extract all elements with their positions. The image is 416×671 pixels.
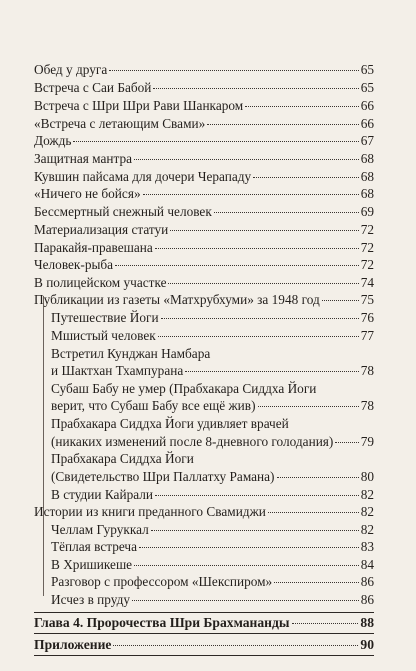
chapter-rule-bottom [34, 655, 374, 656]
toc-subentry[interactable] [51, 539, 374, 555]
toc-entry-title: Встретил Кунджан Намбара [51, 346, 211, 361]
toc-subentry[interactable] [51, 487, 374, 503]
toc-entry-page: 72 [360, 222, 374, 237]
toc-entry-title: Мшистый человек [51, 328, 156, 343]
toc-entry-page: 82 [360, 487, 374, 502]
toc-entry[interactable] [34, 204, 374, 220]
dot-leader [277, 477, 359, 478]
dot-leader [132, 600, 359, 601]
toc-subentry[interactable] [51, 592, 374, 608]
dot-leader [274, 582, 359, 583]
toc-entry-title: Прабхакара Сиддха Йоги удивляет врачей [51, 416, 289, 431]
toc-chapter[interactable] [34, 615, 374, 631]
toc-entry-page: 68 [360, 169, 374, 184]
toc-entry-title: Путешествие Йоги [51, 310, 159, 325]
toc-entry[interactable] [34, 169, 374, 185]
toc-entry-title: Истории из книги преданного Свамиджи [34, 504, 266, 519]
dot-leader [161, 318, 359, 319]
dot-leader [258, 406, 359, 407]
toc-entry-page: 77 [360, 328, 374, 343]
toc-entry-title: Публикации из газеты «Матхрубхуми» за 1948 год [34, 292, 320, 307]
toc-entry-title: Человек-рыба [34, 257, 114, 272]
toc-entry-title: Материализация статуи [34, 222, 169, 237]
dot-leader [113, 645, 358, 646]
dot-leader [155, 495, 359, 496]
dot-leader [158, 336, 359, 337]
toc-entry-title: Обед у друга [34, 62, 108, 77]
toc-entry-page: 74 [360, 275, 374, 290]
toc-entry-title: Дождь [34, 133, 72, 148]
toc-subentry[interactable] [51, 469, 374, 485]
toc-entry-title: (никаких изменений после 8-дневного голодания) [51, 434, 334, 449]
toc-entry-page: 72 [360, 257, 374, 272]
toc-entry[interactable] [34, 504, 374, 520]
toc-entry[interactable] [34, 80, 374, 96]
toc-entry-page: 90 [360, 637, 374, 652]
toc-entry-title: Паракайя-правешана [34, 240, 153, 255]
toc-entry[interactable] [34, 151, 374, 167]
toc-entry[interactable] [34, 240, 374, 256]
toc-entry-page: 65 [360, 80, 374, 95]
toc-entry-page: 69 [360, 204, 374, 219]
toc-entry-title: Кувшин пайсама для дочери Черападу [34, 169, 252, 184]
toc-subentry[interactable] [51, 363, 374, 379]
dot-leader [292, 623, 359, 624]
toc-entry-title: Субаш Бабу не умер (Прабхакара Сиддха Йоги [51, 381, 317, 396]
toc-entry-title: Разговор с профессором «Шекспиром» [51, 574, 273, 589]
toc-entry-page: 67 [360, 133, 374, 148]
toc-entry-title: Тёплая встреча [51, 539, 138, 554]
dot-leader [245, 106, 359, 107]
toc-entry-page: 80 [360, 469, 374, 484]
toc-entry-title: Защитная мантра [34, 151, 133, 166]
dot-leader [153, 88, 358, 89]
dot-leader [207, 124, 358, 125]
dot-leader [335, 442, 358, 443]
toc-entry-title: верит, что Субаш Бабу все ещё жив) [51, 398, 256, 413]
dot-leader [134, 159, 359, 160]
dot-leader [143, 194, 359, 195]
dot-leader [268, 512, 359, 513]
toc-subentry[interactable] [51, 434, 374, 450]
dot-leader [168, 283, 358, 284]
toc-entry[interactable] [34, 133, 374, 149]
toc-entry[interactable] [34, 116, 374, 132]
dot-leader [134, 565, 359, 566]
toc-entry-page: 84 [360, 557, 374, 572]
dot-leader [253, 177, 359, 178]
toc-entry-title: Челлам Гуруккал [51, 522, 149, 537]
toc-appendix[interactable] [34, 637, 374, 653]
toc-entry-page: 88 [360, 615, 374, 630]
toc-entry-page: 68 [360, 186, 374, 201]
toc-entry-title: Приложение [34, 637, 112, 652]
toc-subentry[interactable] [51, 328, 374, 344]
toc-entry[interactable] [34, 292, 374, 308]
dot-leader [322, 300, 359, 301]
toc-entry[interactable] [34, 275, 374, 291]
dot-leader [170, 230, 358, 231]
toc-entry-page: 82 [360, 504, 374, 519]
toc-entry-page: 86 [360, 592, 374, 607]
toc-entry-page: 76 [360, 310, 374, 325]
toc-entry[interactable] [34, 62, 374, 78]
toc-subentry[interactable] [51, 398, 374, 414]
toc-entry-title: Встреча с Саи Бабой [34, 80, 152, 95]
toc-entry-title: и Шактхан Тхампурана [51, 363, 184, 378]
toc-entry-title: Бессмертный снежный человек [34, 204, 212, 219]
toc-entry-title: Исчез в пруду [51, 592, 130, 607]
toc-subentry[interactable] [51, 574, 374, 590]
toc-entry-page: 86 [360, 574, 374, 589]
toc-entry-title: В полицейском участке [34, 275, 167, 290]
dot-leader [73, 141, 358, 142]
toc-subentry-line[interactable] [51, 381, 374, 397]
toc-subentry-line[interactable] [51, 416, 374, 432]
toc-entry-title: В студии Кайрали [51, 487, 153, 502]
dot-leader [185, 371, 358, 372]
dot-leader [214, 212, 359, 213]
toc-subentry[interactable] [51, 310, 374, 326]
section-vertical-line [43, 296, 44, 596]
toc-subentry[interactable] [51, 557, 374, 573]
dot-leader [155, 248, 359, 249]
toc-entry-title: «Ничего не бойся» [34, 186, 141, 201]
toc-entry-title: «Встреча с летающим Свами» [34, 116, 206, 131]
toc-entry-page: 82 [360, 522, 374, 537]
toc-entry[interactable] [34, 257, 374, 273]
toc-entry[interactable] [34, 98, 374, 114]
chapter-rule-top [34, 612, 374, 613]
toc-subentry-line[interactable] [51, 346, 374, 362]
toc-entry[interactable] [34, 186, 374, 202]
toc-entry-page: 78 [360, 398, 374, 413]
toc-subentry-line[interactable] [51, 451, 374, 467]
dot-leader [109, 70, 358, 71]
toc-entry-title: Прабхакара Сиддха Йоги [51, 451, 194, 466]
toc-entry[interactable] [34, 222, 374, 238]
dot-leader [151, 530, 359, 531]
toc-entry-title: Встреча с Шри Шри Рави Шанкаром [34, 98, 244, 113]
toc-entry-page: 68 [360, 151, 374, 166]
toc-entry-page: 66 [360, 116, 374, 131]
toc-subentry[interactable] [51, 522, 374, 538]
dot-leader [139, 547, 359, 548]
toc-entry-page: 72 [360, 240, 374, 255]
toc-entry-page: 79 [360, 434, 374, 449]
toc-entry-page: 66 [360, 98, 374, 113]
toc-entry-page: 78 [360, 363, 374, 378]
toc-entry-title: Глава 4. Пророчества Шри Брахмананды [34, 615, 290, 630]
toc-entry-page: 65 [360, 62, 374, 77]
toc-entry-page: 75 [360, 292, 374, 307]
toc-entry-page: 83 [360, 539, 374, 554]
dot-leader [115, 265, 359, 266]
toc-entry-title: В Хришикеше [51, 557, 133, 572]
toc-entry-title: (Свидетельство Шри Паллатху Рамана) [51, 469, 275, 484]
chapter-rule-middle [34, 633, 374, 634]
